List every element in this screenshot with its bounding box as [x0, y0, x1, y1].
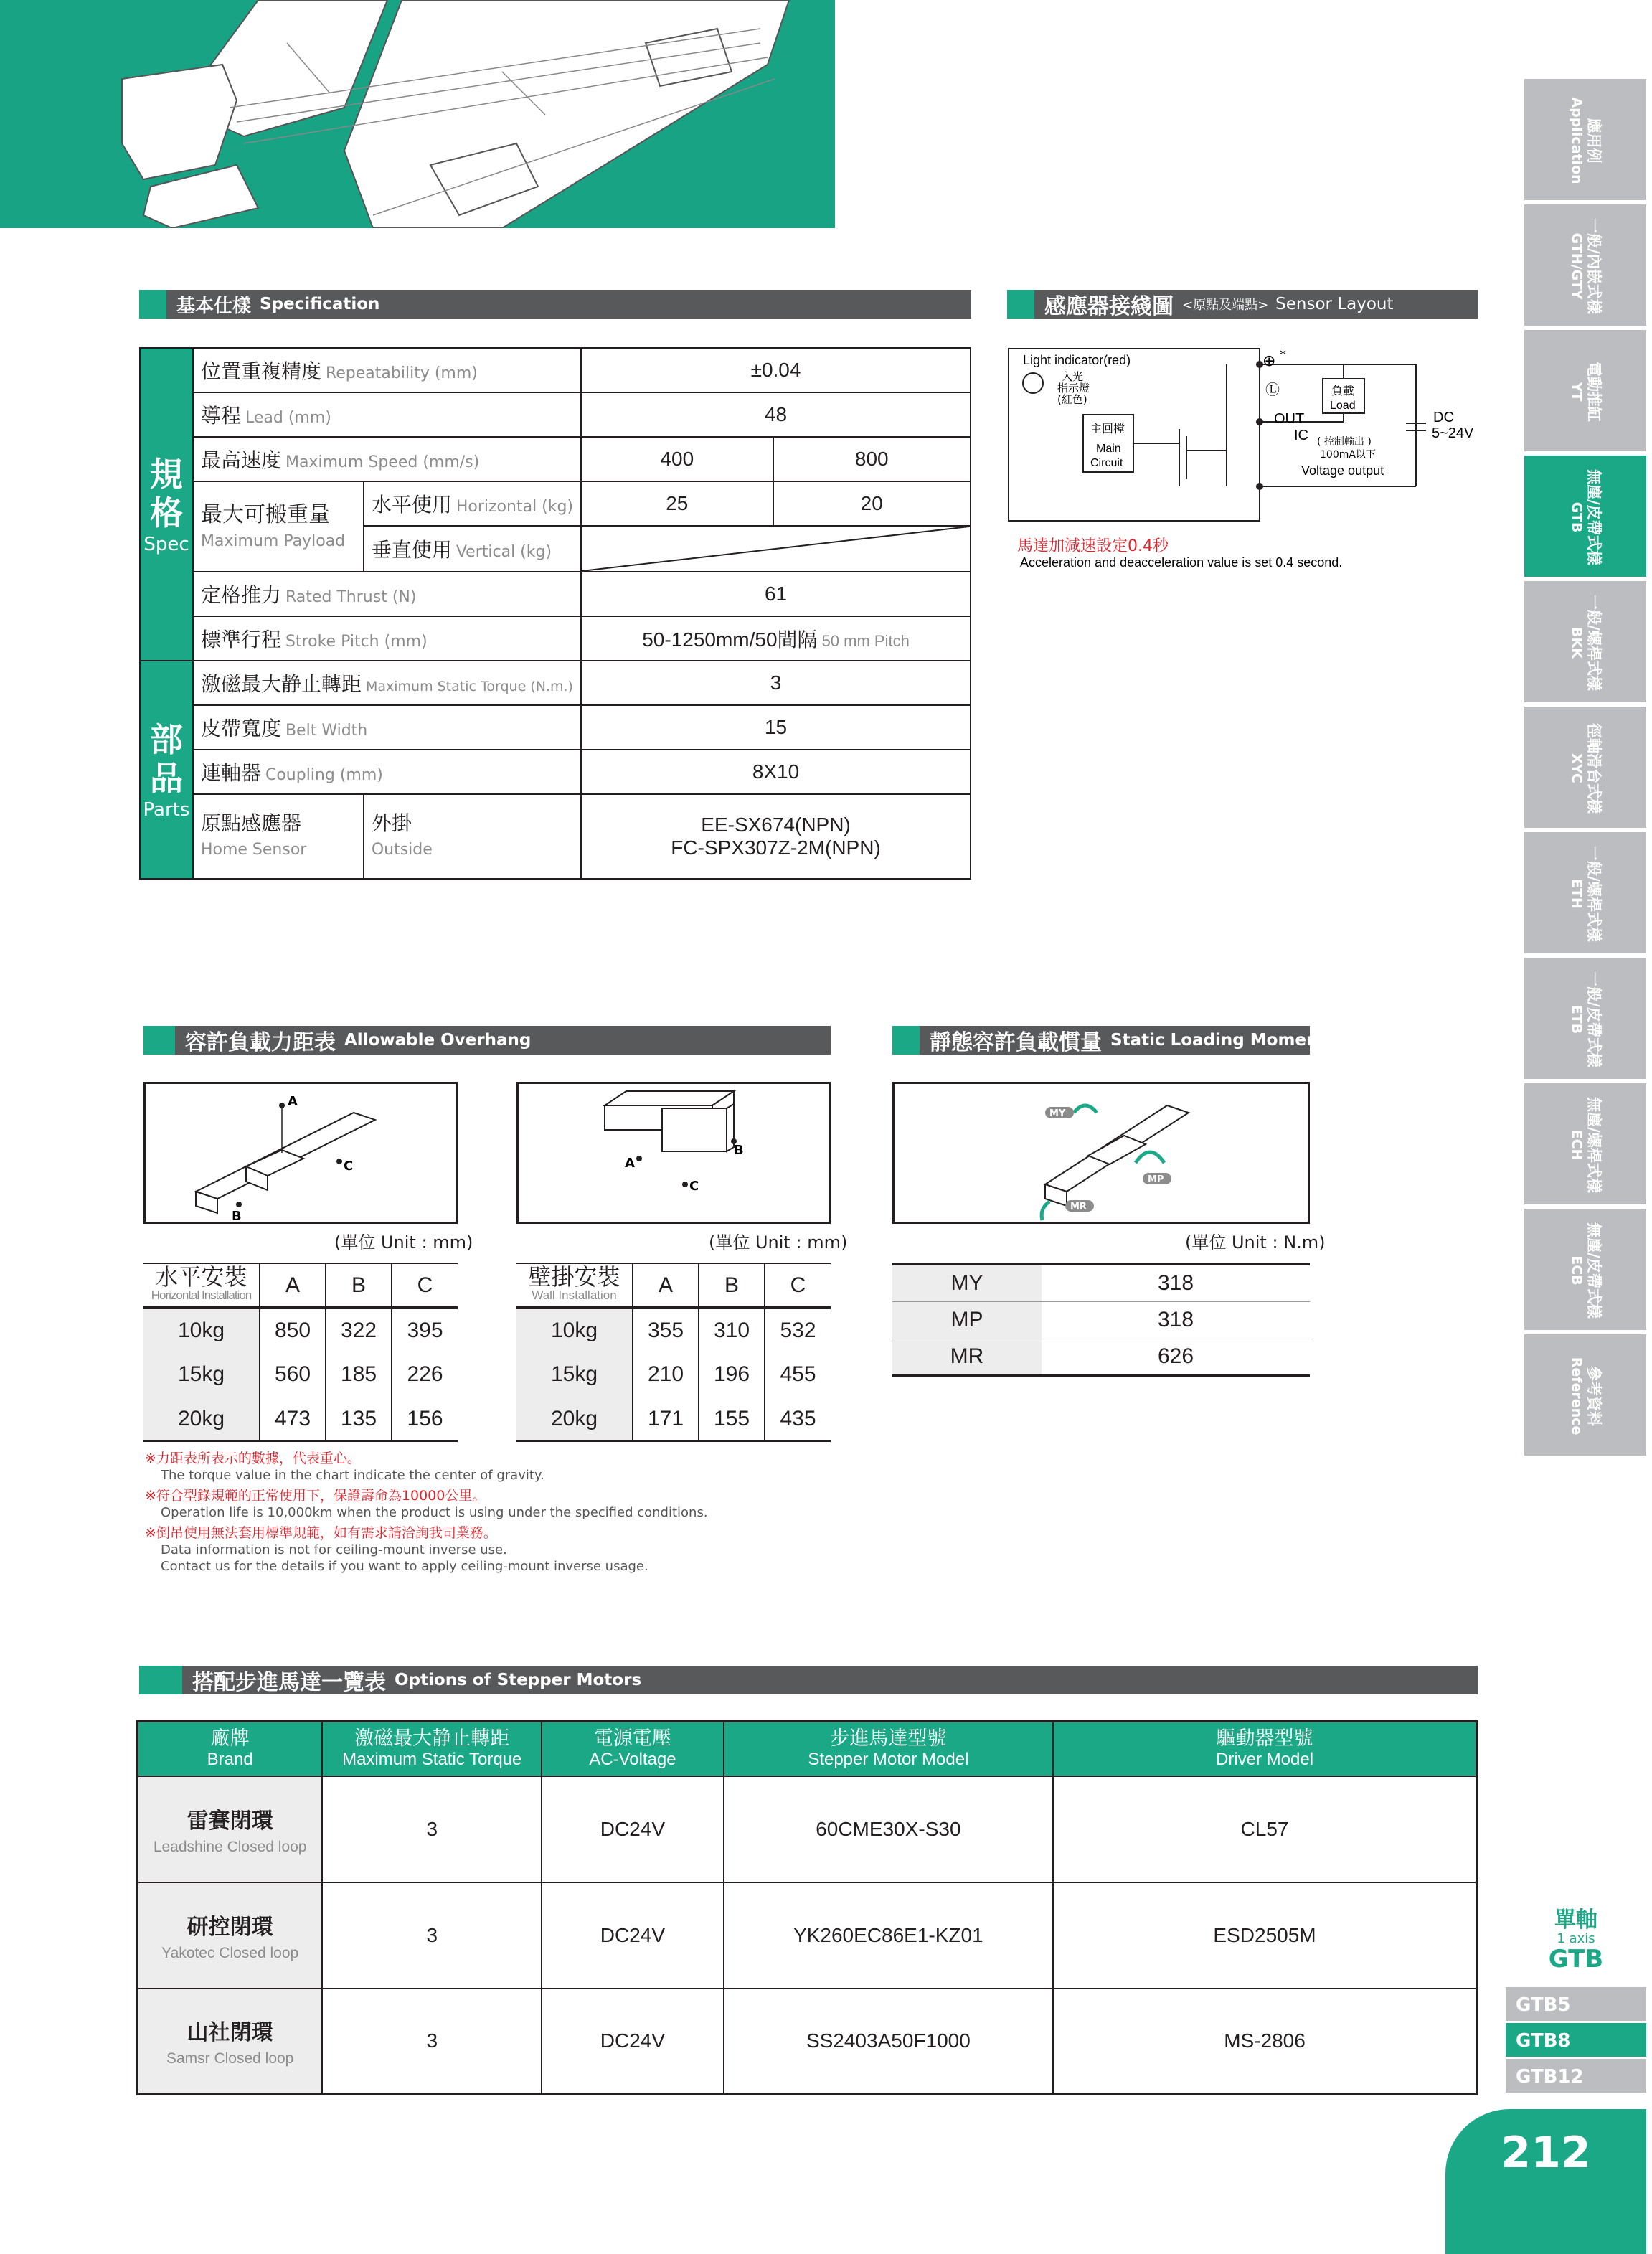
section-bar [1007, 290, 1034, 319]
section-bar [892, 1026, 920, 1055]
spec-row [140, 661, 971, 705]
label-c: C [344, 1159, 354, 1174]
parts-group-en: Parts [143, 799, 190, 821]
sensor-section-title: 感應器接綫圖 [1044, 294, 1174, 319]
motor-header-torque: 激磁最大静止轉距 Maximum Static Torque [322, 1722, 542, 1776]
side-tab-gth[interactable]: 一般/內嵌式樣 GTH/GTY [1524, 204, 1646, 328]
parts-group-label [140, 661, 193, 879]
spec-value: 400 [581, 437, 773, 481]
overhang-section-title-en: Allowable Overhang [344, 1031, 532, 1050]
spec-value: 800 [773, 437, 971, 481]
note-zh: ※倒吊使用無法套用標準規範，如有需求請洽詢我司業務。 [145, 1525, 497, 1541]
spec-label: 定格推力 Rated Thrust (N) [193, 572, 581, 616]
voltage-output: Voltage output [1301, 463, 1384, 478]
moment-diagram [892, 1082, 1310, 1224]
side-tab-gtb[interactable]: 無塵/皮帶式樣 GTB [1524, 456, 1646, 579]
spec-empty [581, 526, 971, 572]
spec-value: 20 [773, 481, 971, 526]
dc-voltage: 5~24V [1432, 425, 1474, 441]
spec-row [140, 572, 971, 616]
spec-value: 50-1250mm/50間隔 50 mm Pitch [581, 616, 971, 661]
spec-value: 25 [581, 481, 773, 526]
motor-section-title-en: Options of Stepper Motors [395, 1671, 642, 1689]
overhang-section-title: 容許負載力距表 [185, 1030, 336, 1055]
table-row: 15kg 210 196 455 [516, 1352, 831, 1397]
motor-model: YK260EC86E1-KZ01 [724, 1882, 1053, 1989]
motor-driver: MS-2806 [1053, 1989, 1476, 2095]
model-tab-gtb12[interactable]: GTB12 [1506, 2059, 1646, 2095]
motor-header-row [138, 1722, 1477, 1776]
sensor-section-title-en: Sensor Layout [1275, 295, 1394, 313]
table-header-label: 壁掛安裝 Wall Installation [516, 1263, 633, 1308]
motor-voltage: DC24V [542, 1882, 724, 1989]
label-a: A [625, 1156, 635, 1171]
side-tab-bkk[interactable]: 一般/螺桿式樣 BKK [1524, 581, 1646, 704]
col-b: B [699, 1263, 765, 1308]
parts-group-zh: 部品 [149, 720, 183, 798]
motor-model: 60CME30X-S30 [724, 1776, 1053, 1882]
moment-table [892, 1263, 1310, 1377]
motor-section-title: 搭配步進馬達一覽表 [192, 1670, 386, 1695]
sensor-wiring-diagram [1007, 343, 1509, 572]
plus-terminal: ⊕ [1262, 352, 1276, 370]
label-my: MY [1049, 1108, 1066, 1119]
spec-row [140, 392, 971, 437]
spec-group-en: Spec [143, 534, 189, 555]
note-zh: ※符合型錄規範的正常使用下，保證壽命為10000公里。 [145, 1488, 486, 1504]
spec-value: EE-SX674(NPN) FC-SPX307Z-2M(NPN) [581, 794, 971, 879]
spec-row [140, 437, 971, 481]
sensor-section-note: <原點及端點> [1182, 298, 1269, 313]
spec-value: 61 [581, 572, 971, 616]
motor-torque: 3 [322, 1882, 542, 1989]
ctrl-ma: 100mA以下 [1320, 449, 1376, 461]
spec-group-label [140, 348, 193, 661]
table-row: MR 626 [892, 1339, 1310, 1376]
label-b: B [734, 1143, 744, 1158]
section-bar [139, 290, 166, 319]
table-row: 15kg 560 185 226 [143, 1352, 458, 1397]
model-tab-gtb5[interactable]: GTB5 [1506, 1987, 1646, 2023]
table-row: MY 318 [892, 1264, 1310, 1301]
load-zh: 負載 [1331, 384, 1355, 397]
dc-label: DC [1433, 410, 1454, 425]
side-tab-eth[interactable]: 一般/螺桿式樣 ETH [1524, 832, 1646, 956]
motor-header-brand: 廠牌 Brand [138, 1722, 323, 1776]
hero-banner [0, 0, 835, 228]
side-tab-yt[interactable]: 電動推缸 YT [1524, 330, 1646, 453]
table-row: 10kg 355 310 532 [516, 1308, 831, 1352]
light-zh1: 入光 [1062, 370, 1084, 383]
light-indicator-label: Light indicator(red) [1023, 353, 1131, 367]
table-row: MP 318 [892, 1301, 1310, 1339]
single-axis-model: GTB [1548, 1945, 1604, 1974]
table-header-row [143, 1263, 458, 1308]
model-tab-gtb8[interactable]: GTB8 [1506, 2023, 1646, 2059]
motor-voltage: DC24V [542, 1989, 724, 2095]
spec-value: 15 [581, 705, 971, 750]
spec-label: 最大可搬重量 Maximum Payload [193, 481, 364, 572]
light-zh3: (紅色) [1057, 393, 1087, 406]
side-tab-ecb[interactable]: 無塵/皮帶式樣 ECB [1524, 1209, 1646, 1332]
out-label: OUT [1274, 411, 1305, 427]
spec-value: 48 [581, 392, 971, 437]
spec-section-title: 基本仕樣 [176, 295, 252, 317]
spec-section-header [139, 290, 971, 319]
main-circuit-en1: Main [1096, 443, 1121, 455]
table-row: 10kg 850 322 395 [143, 1308, 458, 1352]
spec-sublabel: 水平使用 Horizontal (kg) [364, 481, 581, 526]
motor-model: SS2403A50F1000 [724, 1989, 1053, 2095]
spec-row [140, 348, 971, 392]
light-zh2: 指示燈 [1057, 382, 1090, 395]
horizontal-rail-drawing [146, 1084, 456, 1222]
motor-driver: CL57 [1053, 1776, 1476, 1882]
side-tab-ech[interactable]: 無塵/螺桿式樣 ECH [1524, 1083, 1646, 1207]
label-mp: MP [1148, 1174, 1164, 1185]
col-c: C [765, 1263, 831, 1308]
wall-diagram [516, 1082, 831, 1224]
spec-sublabel: 垂直使用 Vertical (kg) [364, 526, 581, 572]
unit-label: (單位 Unit : N.m) [1185, 1232, 1326, 1253]
side-tab-reference[interactable]: 參考資料 Reference [1524, 1334, 1646, 1458]
main-circuit-zh: 主回樘 [1090, 422, 1125, 435]
wall-overhang-table [516, 1263, 831, 1442]
motor-torque: 3 [322, 1989, 542, 2095]
side-tab-application[interactable]: 應用例 Application [1524, 79, 1646, 202]
ctrl-zh: ( 控制輸出 ) [1317, 436, 1372, 448]
spec-label: 連軸器 Coupling (mm) [193, 750, 581, 794]
spec-section-title-en: Specification [260, 295, 380, 313]
motor-voltage: DC24V [542, 1776, 724, 1882]
unit-label: (單位 Unit : mm) [334, 1232, 473, 1253]
spec-value: ±0.04 [581, 348, 971, 392]
motor-torque: 3 [322, 1776, 542, 1882]
sensor-section-header [1007, 290, 1478, 319]
main-circuit-en2: Circuit [1090, 457, 1123, 469]
motor-section-header [139, 1666, 1478, 1694]
moment-section-title: 靜態容許負載慣量 [930, 1030, 1102, 1055]
table-header-label: 水平安裝 Horizontal Installation [143, 1263, 260, 1308]
label-mr: MR [1070, 1202, 1087, 1212]
note-zh: ※力距表所表示的數據，代表重心。 [145, 1451, 361, 1466]
notes [145, 1451, 708, 1575]
product-illustration [0, 0, 835, 228]
wall-rail-drawing [519, 1084, 829, 1222]
horizontal-diagram [143, 1082, 458, 1224]
spec-row [140, 750, 971, 794]
side-tab-xyc[interactable]: 徑軸滑台式樣 XYC [1524, 707, 1646, 830]
moment-section-header [892, 1026, 1326, 1055]
note-en: Contact us for the details if you want to apply ceiling-mount inverse usage. [161, 1559, 648, 1574]
spec-value: 8X10 [581, 750, 971, 794]
moment-rail-drawing [895, 1084, 1308, 1222]
spec-label: 激磁最大静止轉距 Maximum Static Torque (N.m.) [193, 661, 581, 705]
note-en: The torque value in the chart indicate the center of gravity. [161, 1468, 544, 1483]
spec-row [140, 481, 971, 526]
table-row [138, 1776, 1477, 1882]
horizontal-overhang-table [143, 1263, 458, 1442]
accel-note: 馬達加減速設定0.4秒 [1017, 537, 1169, 555]
table-row: 20kg 171 155 435 [516, 1397, 831, 1441]
motor-table [136, 1720, 1478, 2095]
section-bar [139, 1666, 182, 1694]
motor-brand: 研控閉環 Yakotec Closed loop [138, 1882, 323, 1989]
spec-label: 標準行程 Stroke Pitch (mm) [193, 616, 581, 661]
spec-label: 位置重複精度 Repeatability (mm) [193, 348, 581, 392]
spec-row [140, 616, 971, 661]
section-bar [143, 1026, 175, 1055]
spec-label: 皮帶寬度 Belt Width [193, 705, 581, 750]
single-axis-label [1506, 1908, 1646, 1974]
spec-label: 最高速度 Maximum Speed (mm/s) [193, 437, 581, 481]
spec-label: 導程 Lead (mm) [193, 392, 581, 437]
diagonal-line [582, 527, 969, 571]
motor-driver: ESD2505M [1053, 1882, 1476, 1989]
col-c: C [392, 1263, 458, 1308]
minus-terminal: Ⓛ [1265, 381, 1280, 398]
motor-header-voltage: 電源電壓 AC-Voltage [542, 1722, 724, 1776]
moment-section-title-en: Static Loading Moment [1110, 1031, 1326, 1050]
motor-brand: 雷賽閉環 Leadshine Closed loop [138, 1776, 323, 1882]
overhang-section-header [143, 1026, 831, 1055]
spec-row [140, 705, 971, 750]
load-en: Load [1330, 400, 1356, 412]
spec-table [139, 347, 971, 880]
label-a: A [288, 1094, 298, 1109]
col-a: A [633, 1263, 699, 1308]
accel-note-en: Acceleration and deacceleration value is set 0.4 second. [1020, 555, 1343, 570]
spec-group-zh: 規格 [149, 455, 183, 532]
motor-header-driver: 驅動器型號 Driver Model [1053, 1722, 1476, 1776]
unit-label: (單位 Unit : mm) [709, 1232, 848, 1253]
single-axis-zh: 單軸 [1554, 1908, 1597, 1933]
page-number-badge [1445, 2109, 1646, 2254]
table-header-row [516, 1263, 831, 1308]
spec-row [140, 794, 971, 879]
table-row: 20kg 473 135 156 [143, 1397, 458, 1441]
side-tab-etb[interactable]: 一般/皮帶式樣 ETB [1524, 958, 1646, 1081]
single-axis-en: 1 axis [1557, 1931, 1595, 1946]
motor-brand: 山社閉環 Samsr Closed loop [138, 1989, 323, 2095]
ic-label: IC [1294, 428, 1308, 443]
note-en: Data information is not for ceiling-mount inverse use. [161, 1542, 507, 1557]
spec-label: 原點感應器 Home Sensor [193, 794, 364, 879]
spec-value: 3 [581, 661, 971, 705]
sensor-star: * [1280, 347, 1286, 362]
note-en: Operation life is 10,000km when the product is using under the specified conditions. [161, 1505, 708, 1520]
motor-header-model: 步進馬達型號 Stepper Motor Model [724, 1722, 1053, 1776]
spec-sublabel: 外掛 Outside [364, 794, 581, 879]
label-c: C [689, 1179, 699, 1194]
page-number: 212 [1501, 2128, 1591, 2178]
col-a: A [260, 1263, 326, 1308]
table-row [138, 1989, 1477, 2095]
table-row [138, 1882, 1477, 1989]
label-b: B [232, 1209, 242, 1222]
col-b: B [326, 1263, 392, 1308]
